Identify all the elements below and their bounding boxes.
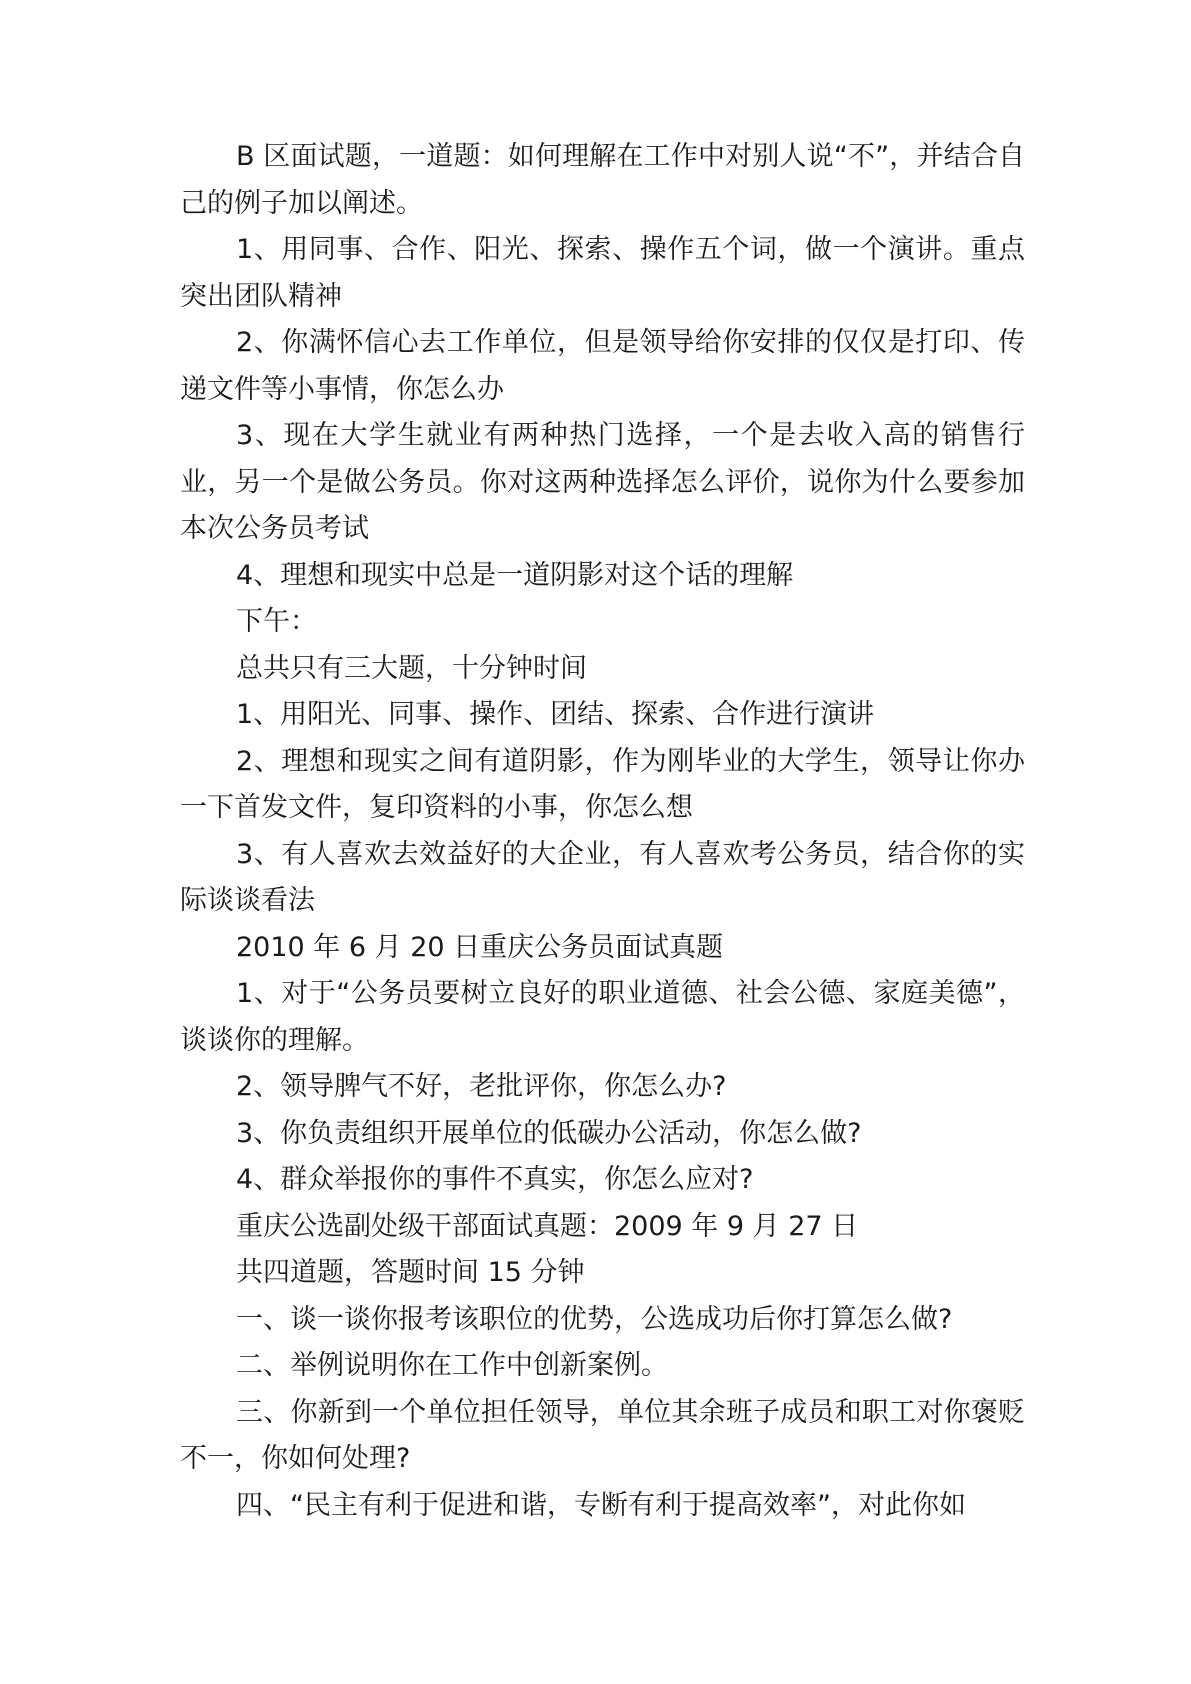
paragraph-2010-question-4: 4、群众举报你的事件不真实，你怎么应对? <box>236 1164 754 1195</box>
paragraph-2009-summary: 共四道题，答题时间 15 分钟 <box>236 1257 585 1288</box>
paragraph-2010-heading: 2010 年 6 月 20 日重庆公务员面试真题 <box>236 931 724 963</box>
document-body <box>180 134 1025 1529</box>
paragraph-question-1-speech: 1、用同事、合作、阳光、探索、操作五个词，做一个演讲。重点突出团队精神 <box>180 234 1025 312</box>
paragraph-afternoon-question-1: 1、用阳光、同事、操作、团结、探索、合作进行演讲 <box>236 699 875 730</box>
paragraph-question-2-small-tasks: 2、你满怀信心去工作单位，但是领导给你安排的仅仅是打印、传递文件等小事情，你怎么办 <box>180 327 1025 405</box>
paragraph-question-3-career-choice: 3、现在大学生就业有两种热门选择，一个是去收入高的销售行业，另一个是做公务员。你对这两种选择怎么评价，说你为什么要参加本次公务员考试 <box>180 420 1025 544</box>
paragraph-2009-question-1: 一、谈一谈你报考该职位的优势，公选成功后你打算怎么做? <box>236 1303 953 1335</box>
paragraph-afternoon-question-3: 3、有人喜欢去效益好的大企业，有人喜欢考公务员，结合你的实际谈谈看法 <box>180 838 1025 916</box>
paragraph-2009-heading: 重庆公选副处级干部面试真题：2009 年 9 月 27 日 <box>236 1210 859 1242</box>
paragraph-afternoon-question-2: 2、理想和现实之间有道阴影，作为刚毕业的大学生，领导让你办一下首发文件，复印资料的小事，你怎么想 <box>180 745 1025 823</box>
paragraph-2009-question-2: 二、举例说明你在工作中创新案例。 <box>236 1350 668 1381</box>
paragraph-2010-question-1: 1、对于“公务员要树立良好的职业道德、社会公德、家庭美德”，谈谈你的理解。 <box>180 978 1025 1056</box>
paragraph-2010-question-3: 3、你负责组织开展单位的低碳办公活动，你怎么做? <box>236 1117 862 1149</box>
paragraph-2009-question-3: 三、你新到一个单位担任领导，单位其余班子成员和职工对你褒贬不一，你如何处理? <box>180 1396 1025 1474</box>
paragraph-afternoon-summary: 总共只有三大题，十分钟时间 <box>236 652 587 684</box>
paragraph-2009-question-4: 四、“民主有利于促进和谐，专断有利于提高效率”，对此你如 <box>236 1489 966 1521</box>
paragraph-question-4-ideal-reality: 4、理想和现实中总是一道阴影对这个话的理解 <box>236 559 794 591</box>
paragraph-afternoon-heading: 下午： <box>236 606 317 637</box>
paragraph-b-zone-question: B 区面试题，一道题：如何理解在工作中对别人说“不”，并结合自己的例子加以阐述。 <box>180 141 1025 219</box>
paragraph-2010-question-2: 2、领导脾气不好，老批评你，你怎么办? <box>236 1071 727 1102</box>
